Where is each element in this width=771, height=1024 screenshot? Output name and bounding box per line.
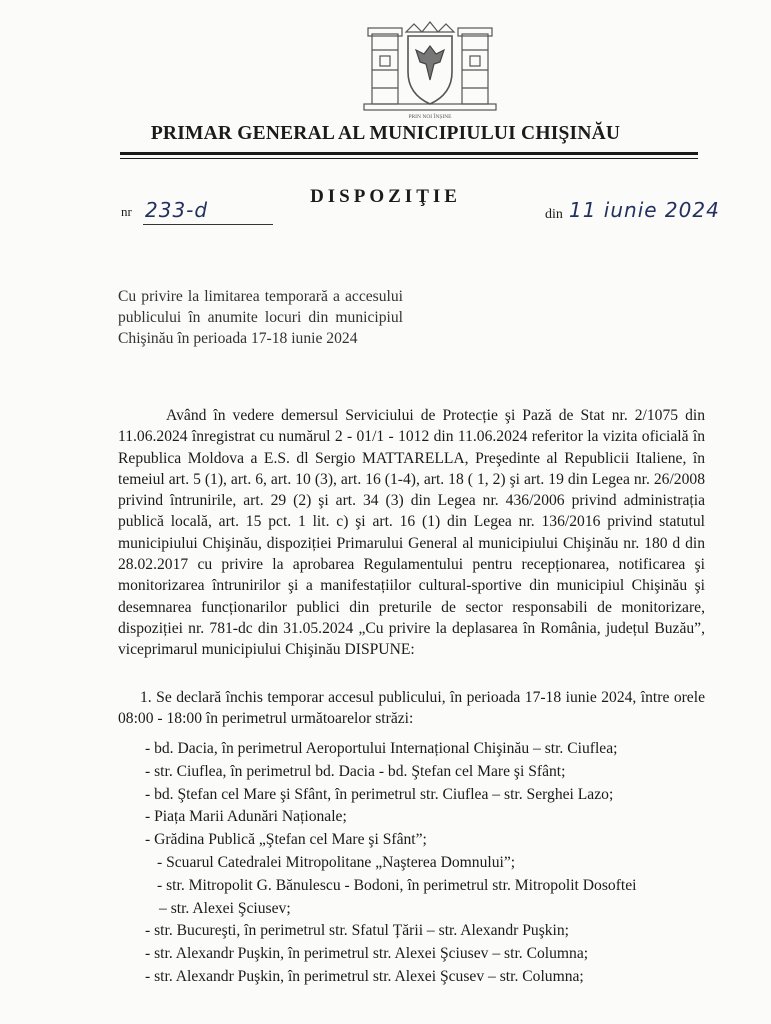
handwritten-date: 11 iunie 2024 — [569, 198, 720, 222]
handwritten-number: 233-d — [145, 198, 209, 222]
number-underline — [143, 224, 273, 225]
issuer-title: PRIMAR GENERAL AL MUNICIPIULUI CHIŞINĂU — [150, 123, 621, 144]
list-item: - str. Alexandr Puşkin, în perimetrul str. Alexei Şciusev – str. Columna; — [145, 945, 589, 963]
document-date — [545, 198, 720, 223]
coat-of-arms-emblem — [360, 20, 500, 120]
preamble — [118, 405, 705, 661]
list-item: - Grădina Publică „Ştefan cel Mare şi Sfânt”; — [145, 831, 427, 849]
list-item-continuation: – str. Alexei Şciusev; — [159, 899, 291, 917]
preamble-paragraph: Având în vedere demersul Serviciului de Protecție şi Pază de Stat nr. 2/1075 din 11.06.2024 înregistrat cu numărul 2 - 01/1 - 1012 din 11.06.2024 referitor la vizita oficială în Republica Moldova a E.S. dl Sergio MATTARELLA, Preşedinte al Republicii Italiene, în temeiul art. 5 (1), art. 6, art. 10 (3), art. 16 (1-4), art. 18 ( 1, 2) şi art. 19 din Legea nr. 26/2008 privind întrunirile, art. 29 (2) şi art. 34 (3) din Legea nr. 436/2006 privind administrația publică locală, art. 15 pct. 1 lit. c) şi art. 16 (1) din Legea nr. 136/2016 privind statutul municipiului Chişinău, dispoziției Primarului General al municipiului Chişinău nr. 180 d din 28.02.2017 cu privire la aprobarea Regulamentului pentru recepționarea, notificarea şi monitorizarea întrunirilor şi a manifestațiilor cultural-sportive din municipiul Chişinău şi desemnarea funcționarilor publici din preturile de sector responsabili de monitorizare, dispoziției nr. 781-dc din 31.05.2024 „Cu privire la deplasarea în România, județul Buzău”, viceprimarul municipiului Chişinău DISPUNE: — [118, 407, 705, 659]
subject-paragraph: Cu privire la limitarea temporară a accesului publicului în anumite locuri din municipiul Chişinău în perioada 17-18 iunie 2024 — [118, 288, 403, 347]
list-item: - str. Ciuflea, în perimetrul bd. Dacia - bd. Ştefan cel Mare şi Sfânt; — [145, 762, 566, 780]
list-item: - str. Bucureşti, în perimetrul str. Sfatul Țării – str. Alexandr Puşkin; — [145, 922, 570, 940]
number-label: nr — [121, 204, 132, 219]
document-type-heading: DISPOZIŢIE — [310, 186, 461, 207]
list-item: - bd. Dacia, în perimetrul Aeroportului Internațional Chişinău – str. Ciuflea; — [145, 740, 618, 757]
list-item: - str. Mitropolit G. Bănulescu - Bodoni, în perimetrul str. Mitropolit Dosoftei — [157, 876, 637, 894]
header-rule — [120, 152, 698, 155]
article-1 — [118, 687, 705, 730]
document-number — [121, 198, 209, 222]
list-item: - Piața Marii Adunări Naționale; — [145, 808, 347, 826]
list-item: - bd. Ştefan cel Mare şi Sfânt, în perimetrul str. Ciuflea – str. Serghei Lazo; — [145, 785, 614, 803]
street-list — [145, 738, 715, 989]
header-rule-thin — [120, 158, 698, 159]
date-label: din — [545, 207, 563, 222]
list-item: - Scuarul Catedralei Mitropolitane „Naşterea Domnului”; — [157, 853, 516, 871]
crest-motto: PRIN NOI ÎNȘINE — [408, 114, 452, 120]
list-item: - str. Alexandr Puşkin, în perimetrul str. Alexei Şcusev – str. Columna; — [145, 967, 584, 985]
article-1-text: 1. Se declară închis temporar accesul publicului, în perioada 17-18 iunie 2024, între orele 08:00 - 18:00 în perimetrul următoarelor străzi: — [118, 689, 705, 728]
